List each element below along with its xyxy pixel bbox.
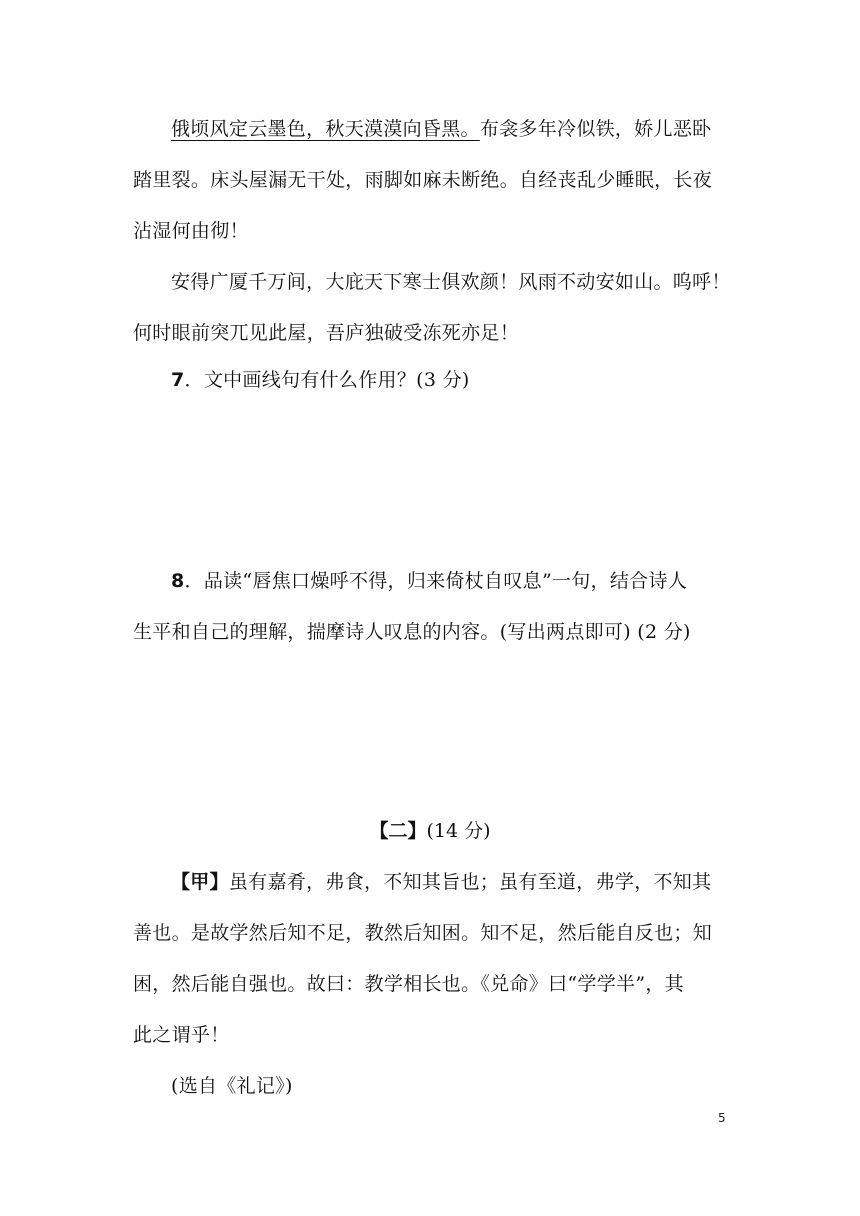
poem-paragraph-1 — [133, 104, 733, 257]
passage-jia-line-4: 此之谓乎！ — [133, 1024, 230, 1046]
question-8-number: 8 — [171, 570, 185, 592]
passage-jia-line-2: 善也。是故学然后知不足，教然后知困。知不足，然后能自反也；知 — [133, 922, 713, 944]
question-7-text: ．文中画线句有什么作用？(3 分) — [184, 369, 470, 391]
question-7-number: 7 — [171, 369, 185, 391]
poem-line-5: 何时眼前突兀见此屋，吾庐独破受冻死亦足！ — [133, 322, 520, 344]
section-2-heading — [0, 806, 860, 857]
question-7 — [133, 355, 733, 406]
question-8-line-1: ．品读“唇焦口燥呼不得，归来倚杖自叹息”一句，结合诗人 — [184, 570, 688, 592]
question-8-line-2: 生平和自己的理解，揣摩诗人叹息的内容。(写出两点即可) (2 分) — [133, 621, 691, 643]
poem-line-1 — [133, 104, 733, 155]
passage-jia-source: (选自《礼记》) — [171, 1075, 293, 1097]
passage-jia-line-3: 困，然后能自强也。故曰：教学相长也。《兑命》曰“学学半”，其 — [133, 973, 684, 995]
question-8 — [133, 556, 733, 658]
page-number: 5 — [718, 1111, 726, 1125]
passage-jia — [133, 857, 733, 1112]
poem-line-3: 沾湿何由彻！ — [133, 220, 249, 242]
poem-line-1-rest: 布衾多年冷似铁，娇儿恶卧 — [479, 118, 712, 140]
passage-jia-line-1: 虽有嘉肴，弗食，不知其旨也；虽有至道，弗学，不知其 — [228, 871, 712, 893]
section-2-score: (14 分) — [426, 820, 491, 842]
poem-line-2: 踏里裂。床头屋漏无干处，雨脚如麻未断绝。自经丧乱少睡眠，长夜 — [133, 169, 713, 191]
underlined-sentence: 俄顷风定云墨色，秋天漠漠向昏黑。 — [171, 118, 480, 140]
passage-jia-label: 【甲】 — [171, 871, 229, 893]
poem-paragraph-2 — [133, 257, 733, 359]
section-2-title: 【二】 — [369, 820, 427, 842]
poem-line-4: 安得广厦千万间，大庇天下寒士俱欢颜！风雨不动安如山。呜呼！ — [171, 271, 731, 293]
